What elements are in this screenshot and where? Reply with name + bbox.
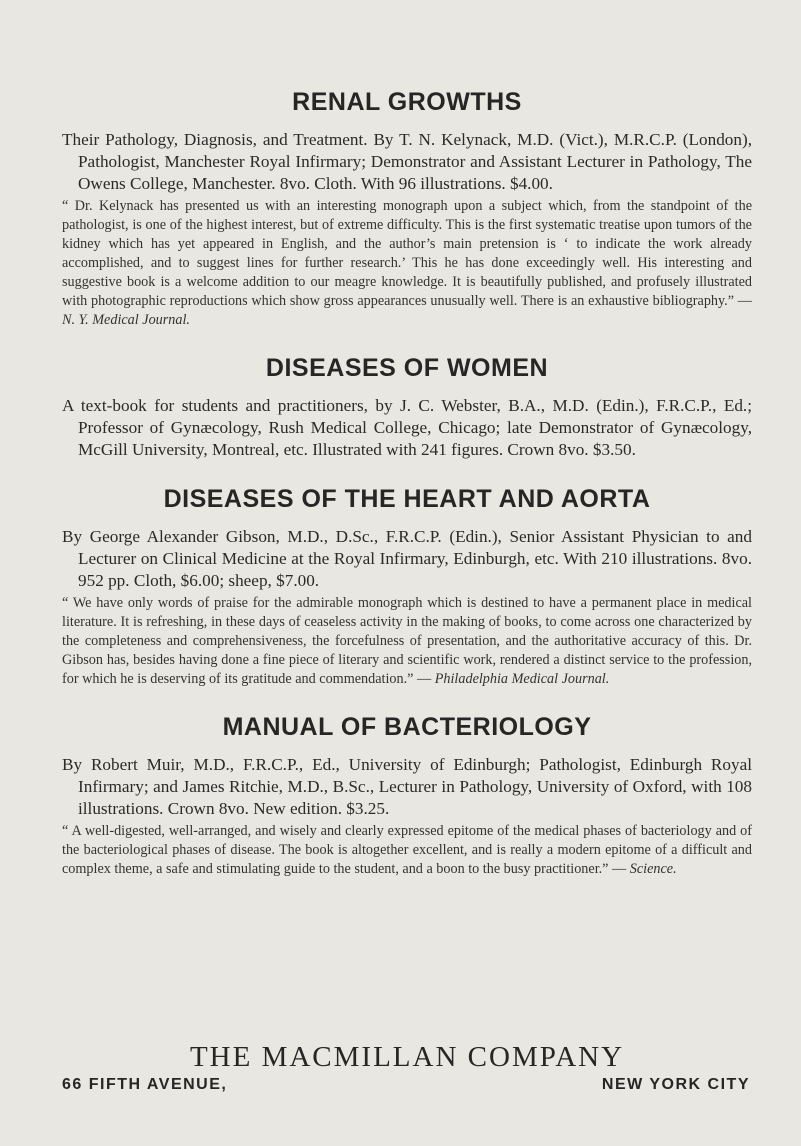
address-city: NEW YORK CITY bbox=[601, 1076, 750, 1093]
book-review bbox=[62, 594, 752, 689]
book-title: DISEASES OF THE HEART AND AORTA bbox=[163, 485, 651, 513]
catalog-page bbox=[62, 88, 752, 903]
book-entry-diseases-of-women bbox=[62, 354, 752, 461]
review-text: “ We have only words of praise for the admirable monograph which is destined to have a permanent place in medical literature. It is refreshing, in these days of ceaseless activity in the making of books, to come across one characterized by the completeness and comprehensiveness, the forcefulness of presentation, and the authoritative accuracy of this. Dr. Gibson has, besides having done a fine piece of literary and scientific work, rendered a distinct service to the profession, for which he is deserving of its gratitude and commendation.” — bbox=[62, 595, 752, 687]
book-title: DISEASES OF WOMEN bbox=[265, 354, 549, 382]
review-text: “ Dr. Kelynack has presented us with an interesting monograph upon a subject which, from the standpoint of the pathologist, is one of the highest interest, but of extreme difficulty. This is the first systematic treatise upon tumors of the kidney which has yet appeared in English, and the author’s main pretension is ‘ to indicate the work already accomplished, and to suggest lines for further research.’ This he has done exceedingly well. His interesting and suggestive book is a welcome addition to our meagre knowledge. It is beautifully published, and profusely illustrated with photographic reproductions which show gross appearances unusually well. There is an exhaustive bibliography.” — bbox=[62, 198, 752, 309]
address-street: 66 FIFTH AVENUE, bbox=[62, 1076, 228, 1093]
review-source: Philadelphia Medical Journal. bbox=[434, 671, 610, 687]
book-description: A text-book for students and practitioners, by J. C. Webster, B.A., M.D. (Edin.), F.R.C.P., Ed.; Professor of Gynæcology, Rush Medical College, Chicago; late Demonstrator of Gynæcology, McGill University, Montreal, etc. Illustrated with 241 figures. Crown 8vo. $3.50. bbox=[62, 396, 752, 459]
review-source: Science. bbox=[629, 861, 677, 877]
book-review bbox=[62, 197, 752, 330]
publisher-footer bbox=[62, 1040, 752, 1094]
book-entry-renal-growths bbox=[62, 88, 752, 330]
review-text: “ A well-digested, well-arranged, and wisely and clearly expressed epitome of the medical phases of bacteriology and of the bacteriological phases of disease. The book is altogether excellent, and is really a modern epitome of a difficult and complex theme, a safe and stimulating guide to the student, and a boon to the busy practitioner.” — bbox=[62, 823, 752, 877]
book-title: MANUAL OF BACTERIOLOGY bbox=[222, 713, 592, 741]
book-title: RENAL GROWTHS bbox=[292, 88, 522, 116]
book-entry-bacteriology bbox=[62, 713, 752, 879]
publisher-name: THE MACMILLAN COMPANY bbox=[189, 1041, 625, 1073]
book-description: By George Alexander Gibson, M.D., D.Sc., F.R.C.P. (Edin.), Senior Assistant Physician to and Lecturer on Clinical Medicine at the Royal Infirmary, Edinburgh, etc. With 210 illustrations. 8vo. 952 pp. Cloth, $6.00; sheep, $7.00. bbox=[62, 527, 752, 590]
book-entry-heart-and-aorta bbox=[62, 485, 752, 689]
review-source: N. Y. Medical Journal. bbox=[62, 312, 190, 328]
publisher-address bbox=[62, 1076, 752, 1094]
book-description: Their Pathology, Diagnosis, and Treatment. By T. N. Kelynack, M.D. (Vict.), M.R.C.P. (London), Pathologist, Manchester Royal Infirmary; Demonstrator and Assistant Lecturer in Pathology, The Owens College, Manchester. 8vo. Cloth. With 96 illustrations. $4.00. bbox=[62, 130, 752, 193]
book-review bbox=[62, 822, 752, 879]
book-description: By Robert Muir, M.D., F.R.C.P., Ed., University of Edinburgh; Pathologist, Edinburgh Royal Infirmary; and James Ritchie, M.D., B.Sc., Lecturer in Pathology, University of Oxford, with 108 illustrations. Crown 8vo. New edition. $3.25. bbox=[62, 755, 752, 818]
